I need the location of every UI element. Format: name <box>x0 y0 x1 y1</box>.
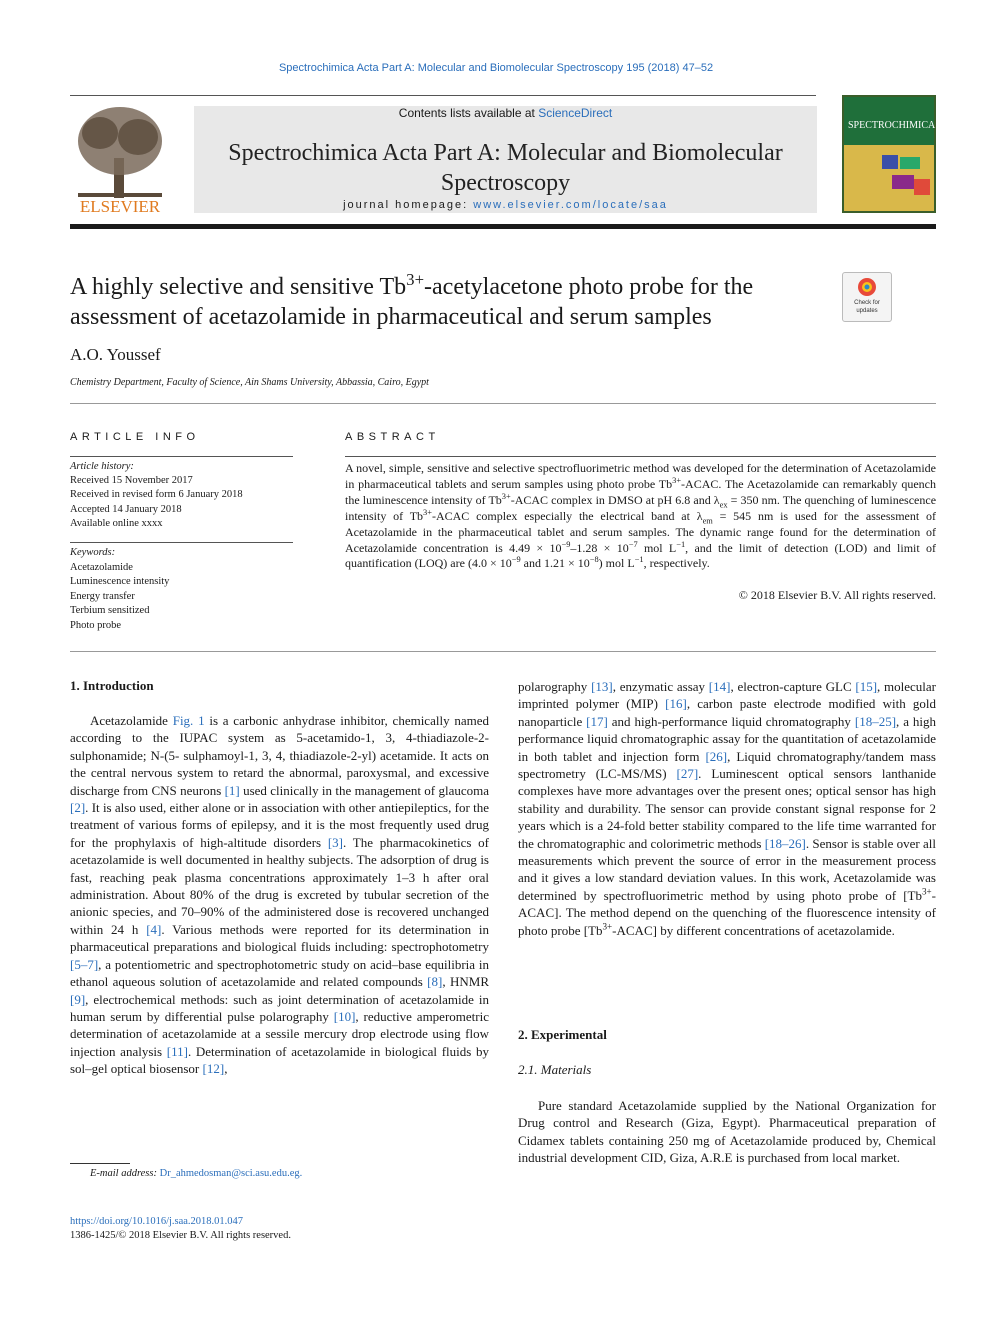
author-name[interactable]: A.O. Youssef <box>70 345 161 364</box>
experimental-heading: 2. Experimental <box>518 1027 607 1042</box>
header-divider <box>70 95 816 96</box>
journal-title: Spectrochimica Acta Part A: Molecular and Biomolecular Spectroscopy <box>228 140 783 196</box>
svg-text:Check for: Check for <box>854 300 880 306</box>
history-item: Accepted 14 January 2018 <box>70 503 182 515</box>
issn-copyright: 1386-1425/© 2018 Elsevier B.V. All rights reserved. <box>70 1230 291 1241</box>
article-info-heading: ARTICLE INFO <box>70 431 200 443</box>
keywords <box>70 546 300 634</box>
history-item: Received in revised form 6 January 2018 <box>70 489 243 501</box>
author-email-link[interactable]: Dr_ahmedosman@sci.asu.edu.eg. <box>159 1168 303 1179</box>
journal-citation[interactable]: Spectrochimica Acta Part A: Molecular and Biomolecular Spectroscopy 195 (2018) 47–52 <box>278 62 714 74</box>
title-divider <box>70 403 936 404</box>
history-item: Received 15 November 2017 <box>70 475 193 487</box>
journal-homepage <box>194 199 817 211</box>
homepage-link[interactable]: www.elsevier.com/locate/saa <box>473 199 668 211</box>
article-title <box>70 272 830 332</box>
doi-link[interactable]: https://doi.org/10.1016/j.saa.2018.01.047 <box>70 1216 244 1227</box>
materials-heading: 2.1. Materials <box>518 1062 592 1077</box>
footnote-rule <box>70 1163 130 1164</box>
keyword-item: Energy transfer <box>70 590 135 602</box>
check-for-updates-button[interactable] <box>842 272 892 322</box>
article-info-rule <box>70 456 293 457</box>
author-email-footnote <box>90 1168 302 1179</box>
elsevier-wordmark: ELSEVIER <box>79 197 161 216</box>
keywords-label: Keywords: <box>70 547 116 558</box>
journal-cover[interactable] <box>842 95 964 213</box>
cover-title: SPECTROCHIMICA ACTA <box>848 120 964 131</box>
introduction-heading: 1. Introduction <box>70 678 154 693</box>
abstract-divider <box>70 651 936 652</box>
elsevier-logo[interactable] <box>70 103 170 215</box>
title-part2: -acetylacetone photo probe for the assessment of acetazolamide in pharmaceutical and serum samples <box>70 274 754 330</box>
copyright-notice: © 2018 Elsevier B.V. All rights reserved. <box>738 588 936 602</box>
keyword-item: Acetazolamide <box>70 561 133 573</box>
contents-prefix: Contents lists available at <box>398 106 539 120</box>
abstract-rule <box>345 456 936 457</box>
abstract-heading: ABSTRACT <box>345 431 440 443</box>
introduction-text-continued: polarography [13], enzymatic assay [14], electron-capture GLC [15], molecular imprinted polymer (MIP) [16], carbon paste electrode modified with gold nanoparticle [17] and high-performance liquid chromatography [18–25], a high performance liquid chromatographic assay for the quantitation of acetazolamide in both tablet and injection form [26], Liquid chromatography/tandem mass spectrometry (LC-MS/MS) [27]. Luminescent optical sensors lanthanide complexes have more advantages over the present ones; optical sensor has high stability and durability. The sensor can provide constant signal response for 2 years which is a 24-fold better stability compared to the life time warranted for the chromatographic and colorimetric methods [18–26]. Sensor is stable over all measurements which prevent the source of error in the measurement process and it gives a low standard deviation values. In this work, Acetazolamide was determined by spectrofluorimetric method by using photo probe of $[Tb^{3+}-ACAC]$. The method depend on the quenching of the fluorescence intensity of photo probe $[Tb^{3+}-ACAC]$ by different concentrations of acetazolamide. <box>518 679 937 938</box>
article-history <box>70 460 300 531</box>
abstract-text: A novel, simple, sensitive and selective spectrofluorimetric method was developed for the determination of Acetazolamide in pharmaceutical tablets and serum samples using photo probe $Tb^{3+}$-ACAC. The Acetazolamide can remarkably quench the luminescence intensity of $Tb^{3+}$-ACAC complex in DMSO at pH 6.8 and $\lambda_{ex} = 350$ nm. The quenching of luminescence intensity of $Tb^{3+}$-ACAC complex especially the electrical band at $\lambda_{em} = 545$ nm is used for the assessment of Acetazolamide in the pharmaceutical tablet and serum samples. The dynamic range found for the determination of Acetazolamide concentration is $4.49 \times 10^{-9}-1.28 \times 10^{-7}$ mol $L^{-1}$, and the limit of detection (LOD) and limit of quantification (LOQ) are ($4.0 \times 10^{-9}$ and $1.21 \times 10^{-8}$) mol $L^{-1}$, respectively. <box>345 461 937 571</box>
sciencedirect-link[interactable]: ScienceDirect <box>538 106 613 120</box>
history-item: Available online xxxx <box>70 517 163 529</box>
header-thick-rule <box>70 224 936 229</box>
introduction-text: Acetazolamide Fig. 1 is a carbonic anhydrase inhibitor, chemically named according to the IUPAC system as 5-acetamido-1, 3, 4-thiadiazole-2- sulphonamide; N-(5- sulphamoyl-1, 3, 4, thiadiazole-2-yl) acetamide. It acts on the central nervous system to retard the abnormal, paroxysmal, and excessive discharge from CNS neurons [1] used clinically in the management of glaucoma [2]. It is also used, either alone or in association with other antiepileptics, for the treatment of various forms of epilepsy, and it is the most frequently used drug for the prophylaxis of high-altitude disorders [3]. The pharmacokinetics of acetazolamide is well documented in healthy subjects. The adsorption of drug is fast, reaching peak plasma concentrations approximately 1–3 h after oral administration. About 80% of the drug is excreted by tubular secretion of the anionic species, and 70–90% of the administered dose is recovered unchanged within 24 h [4]. Various methods were reported for its determination in pharmaceutical preparations and biological fluids including: spectrophotometry [5–7], a potentiometric and spectrophotometric study on acid–base equilibria in ethanol aqueous solution of acetazolamide and related compounds [8], HNMR [9], electrochemical methods: such as joint determination of acetazolamide in human serum by differential pulse polarography [10], reductive amperometric determination of acetazolamide at a sessile mercury drop electrode using flow injection analysis [11]. Determination of acetazolamide in biological fluids by sol–gel optical biosensor [12], <box>70 713 490 1077</box>
svg-text:updates: updates <box>856 308 878 314</box>
keyword-item: Photo probe <box>70 619 122 631</box>
homepage-prefix: journal homepage: <box>343 199 474 211</box>
materials-text: Pure standard Acetazolamide supplied by the National Organization for Drug control and Research (Giza, Egypt). Pharmaceutical preparation of Cidamex tablets containing 250 mg of Acetazolamide produced by, Chemical industrial development CID, Giza, A.R.E is purchased from local market. <box>518 1098 936 1166</box>
title-superscript: 3+ <box>406 270 425 289</box>
contents-line <box>194 106 817 120</box>
keyword-item: Terbium sensitized <box>70 605 150 617</box>
email-label: E-mail address: <box>90 1168 160 1179</box>
title-part1: A highly selective and sensitive Tb <box>70 274 407 300</box>
keywords-rule <box>70 542 293 543</box>
history-label: Article history: <box>70 461 134 472</box>
author-affiliation: Chemistry Department, Faculty of Science, Ain Shams University, Abbassia, Cairo, Egypt <box>70 377 429 388</box>
keyword-item: Luminescence intensity <box>70 576 170 588</box>
article-footer <box>70 1215 291 1243</box>
